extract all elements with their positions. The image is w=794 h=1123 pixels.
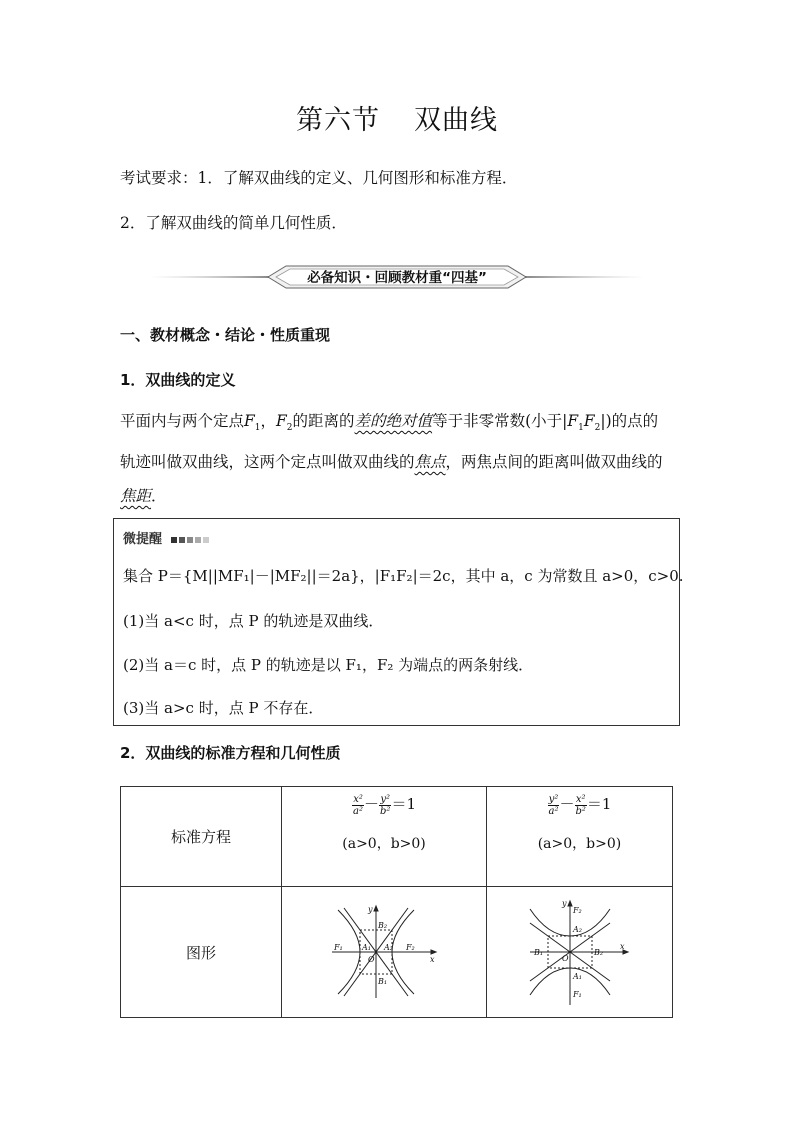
tip-title-label: 微提醒	[123, 532, 163, 547]
definition-end: ．	[151, 487, 167, 506]
tip-item-3: (3)当 a>c 时，点 P 不存在．	[123, 699, 324, 717]
tip-dot	[195, 537, 201, 543]
eq2-den2: b²	[575, 805, 586, 817]
eq2-num2: x²	[575, 793, 586, 805]
tip-dot	[171, 537, 177, 543]
table-label-standard-equation: 标准方程	[121, 787, 282, 887]
definition-text-6: ，两焦点间的距离叫做双曲线的	[445, 453, 663, 472]
table-row-graph	[121, 887, 673, 1018]
graph1-b2-label: B₂	[378, 921, 388, 930]
hyperbola-horizontal-graph	[324, 902, 444, 1002]
eq2-num1: y²	[548, 793, 559, 805]
tip-box	[113, 518, 684, 726]
graph1-origin-label: O	[368, 955, 375, 964]
eq1-num1: x²	[353, 793, 363, 805]
equation-y-axis: $\frac{\text{y²}}{\text{a²}}$ － $\frac{\text{x²}}{\text{b²}}$ ＝1	[548, 793, 612, 817]
graph1-f1-label: F₁	[334, 943, 343, 952]
tip-dot	[203, 537, 209, 543]
definition-text-3: 等于非零常数(小于|	[432, 412, 568, 430]
tip-set-definition: 集合 P＝{M||MF₁|－|MF₂||＝2a}，|F₁F₂|＝2c，其中 a，c 为常数且 a>0，c>0.	[123, 567, 684, 585]
eq1-rhs: ＝1	[391, 795, 416, 813]
graph1-y-label: y	[368, 905, 373, 914]
title-section-number: 第六节	[296, 105, 380, 136]
condition-y-axis: (a>0，b>0)	[537, 835, 622, 852]
eq2-rhs: ＝1	[586, 795, 612, 813]
exam-requirement-1: 考试要求：1．了解双曲线的定义、几何图形和标准方程．	[120, 169, 518, 187]
definition-text-4: |)的点的	[600, 412, 659, 430]
graph2-f1-label: F₁	[573, 990, 583, 999]
graph1-a1-label: A₁	[362, 943, 371, 952]
exam-requirement-2: 2．了解双曲线的简单几何性质．	[120, 214, 347, 232]
table-cell-equation-y	[486, 787, 672, 887]
graph1-b1-label: B₁	[378, 977, 388, 986]
tip-dots-icon	[171, 532, 211, 547]
banner-label: 必备知识・回顾教材重“四基”	[307, 270, 487, 286]
tip-item-1: (1)当 a<c 时，点 P 的轨迹是双曲线．	[123, 612, 384, 630]
eq1-num2: y²	[380, 793, 391, 805]
definition-key-term-abs-diff: 差的绝对值	[354, 412, 433, 430]
table-cell-equation-x	[282, 787, 487, 887]
definition-text-1: 平面内与两个定点	[120, 412, 245, 430]
table-cell-graph-y	[486, 887, 672, 1018]
eq1-den1: a²	[353, 805, 364, 817]
eq2-den1: a²	[548, 805, 559, 817]
tip-title	[123, 528, 211, 547]
condition-x-axis: (a>0，b>0)	[342, 835, 426, 852]
graph2-origin-label: O	[562, 954, 570, 963]
graph1-f2-label: F₂	[406, 943, 415, 952]
graph2-x-label: x	[620, 942, 625, 951]
graph1-a2-label: A₂	[384, 943, 393, 952]
graph2-f2-label: F₂	[573, 906, 583, 915]
graph2-a2-label: A₂	[573, 925, 583, 934]
graph1-x-label: x	[430, 955, 435, 964]
definition-text-2: 的距离的	[292, 412, 355, 430]
tip-dot	[179, 537, 185, 543]
subsection-heading-definition: 1．双曲线的定义	[120, 371, 236, 389]
section-heading: 一、教材概念・结论・性质重现	[120, 326, 331, 344]
section-banner	[150, 262, 644, 292]
table-label-graph: 图形	[121, 887, 282, 1018]
graph2-b2-label: B₂	[594, 948, 604, 957]
eq1-den2: b²	[380, 805, 391, 817]
tip-item-2: (2)当 a＝c 时，点 P 的轨迹是以 F₁，F₂ 为端点的两条射线．	[123, 656, 534, 674]
definition-paragraph: 平面内与两个定点$F_1$，$F_2$的距离的差的绝对值等于非零常数(小于$|F_1F_2|$)的点的 轨迹叫做双曲线，这两个定点叫做双曲线的焦点，两焦点间的距离叫做双曲线的 焦距．	[120, 412, 663, 506]
definition-key-term-focus: 焦点	[414, 453, 446, 472]
title-topic: 双曲线	[414, 105, 498, 136]
properties-table	[120, 786, 673, 1018]
graph2-a1-label: A₁	[573, 972, 583, 981]
tip-dot	[187, 537, 193, 543]
subsection-heading-properties: 2．双曲线的标准方程和几何性质	[120, 744, 341, 762]
equation-x-axis: $\frac{\text{x²}}{\text{a²}}$ － $\frac{\text{y²}}{\text{b²}}$ ＝1	[353, 793, 416, 817]
definition-key-term-focal-distance: 焦距	[120, 487, 152, 506]
table-row-equation	[121, 787, 673, 887]
table-cell-graph-x	[282, 887, 487, 1018]
page-title	[0, 98, 794, 137]
hyperbola-vertical-graph	[524, 897, 634, 1007]
graph2-b1-label: B₁	[534, 948, 544, 957]
graph2-y-label: y	[562, 899, 568, 908]
definition-text-5: 轨迹叫做双曲线，这两个定点叫做双曲线的	[120, 453, 415, 472]
